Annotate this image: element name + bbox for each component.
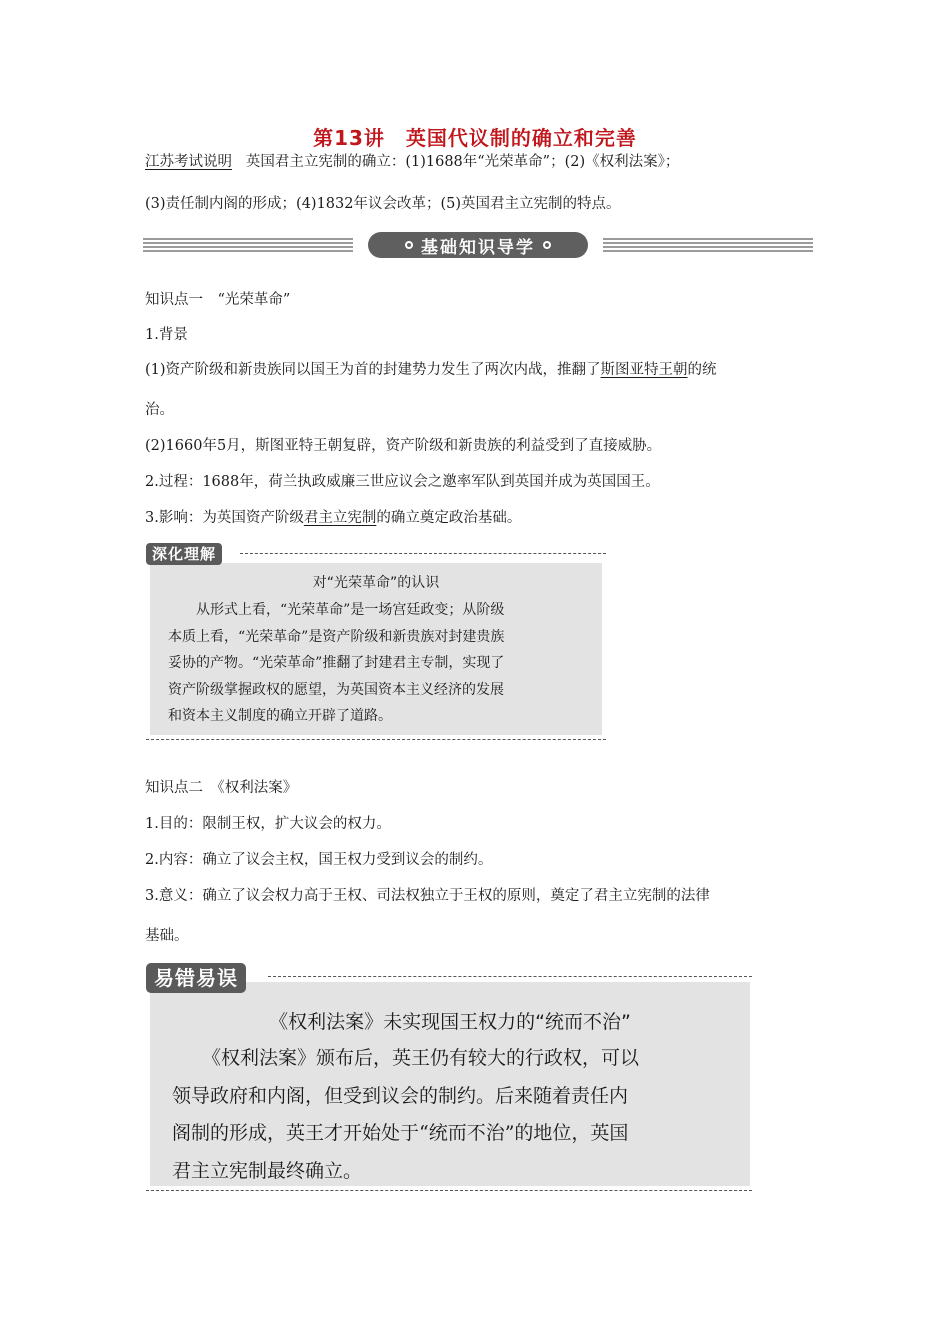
- insight-line: 和资本主义制度的确立开辟了道路。: [168, 708, 392, 724]
- exam-line-2: (3)责任制内阁的形成；(4)1832年议会改革；(5)英国君主立宪制的特点。: [145, 196, 621, 212]
- page-title: 第13讲 英国代议制的确立和完善: [313, 126, 637, 150]
- pitfall-line: 君主立宪制最终确立。: [172, 1159, 363, 1182]
- pitfall-body: [172, 1040, 747, 1190]
- pitfall-title: 《权利法案》未实现国王权力的“统而不治”: [269, 1011, 631, 1033]
- insight-tag: 深化理解: [146, 543, 222, 565]
- insight-line: 资产阶级掌握政权的愿望，为英国资本主义经济的发展: [168, 681, 504, 698]
- text-span: 3.影响：为英国资产阶级: [145, 510, 304, 526]
- banner-stripes-left: [143, 238, 353, 252]
- pitfall-line: 阁制的形成，英王才开始处于“统而不治”的地位，英国: [172, 1122, 629, 1144]
- banner-pill: [368, 232, 588, 258]
- divider: [146, 1190, 752, 1191]
- insight-line: 妥协的产物。“光荣革命”推翻了封建君主专制，实现了: [168, 655, 505, 671]
- banner-label: 基础知识导学: [421, 237, 535, 258]
- insight-line: 从形式上看，“光荣革命”是一场宫廷政变；从阶级: [196, 602, 505, 618]
- kp2-content: 2.内容：确立了议会主权，国王权力受到议会的制约。: [145, 852, 493, 868]
- divider: [268, 976, 752, 977]
- pitfall-line: 领导政府和内阁，但受到议会的制约。后来随着责任内: [172, 1084, 629, 1107]
- kp1-background-1: [145, 360, 717, 380]
- kp2-purpose: 1.目的：限制王权，扩大议会的权力。: [145, 816, 391, 832]
- kp1-background-1-cont: 治。: [145, 402, 174, 418]
- text-span: 的统: [687, 362, 717, 378]
- pitfall-tag: 易错易误: [146, 963, 246, 993]
- kp2-heading: 知识点二 《权利法案》: [145, 780, 298, 796]
- kp1-impact: [145, 508, 521, 528]
- exam-description: [145, 152, 679, 172]
- exam-line-1: 英国君主立宪制的确立：(1)1688年“光荣革命”；(2)《权利法案》；: [245, 154, 680, 170]
- insight-title: 对“光荣革命”的认识: [312, 575, 440, 591]
- kp1-background-label: 1.背景: [145, 327, 188, 343]
- kp1-background-2: (2)1660年5月，斯图亚特王朝复辟，资产阶级和新贵族的利益受到了直接威胁。: [145, 438, 662, 454]
- insight-line: 本质上看，“光荣革命”是资产阶级和新贵族对封建贵族: [168, 628, 505, 645]
- underlined-term: 君主立宪制: [303, 510, 377, 526]
- banner-stripes-right: [603, 238, 813, 252]
- section-banner: [143, 232, 813, 258]
- insight-body: [168, 597, 598, 730]
- divider: [146, 739, 606, 740]
- circle-icon: [543, 241, 551, 249]
- exam-label: 江苏考试说明: [145, 154, 232, 170]
- kp1-process: 2.过程：1688年，荷兰执政威廉三世应议会之邀率军队到英国并成为英国国王。: [145, 474, 660, 490]
- kp1-heading: 知识点一 “光荣革命”: [145, 292, 291, 308]
- pitfall-line: 《权利法案》颁布后，英王仍有较大的行政权，可以: [202, 1047, 640, 1069]
- kp2-meaning: 3.意义：确立了议会权力高于王权、司法权独立于王权的原则，奠定了君主立宪制的法律: [145, 888, 710, 904]
- kp2-meaning-cont: 基础。: [145, 928, 189, 944]
- text-span: (1)资产阶级和新贵族同以国王为首的封建势力发生了两次内战，推翻了: [145, 362, 601, 378]
- underlined-term: 斯图亚特王朝: [600, 362, 688, 378]
- text-span: 的确立奠定政治基础。: [376, 510, 522, 526]
- divider: [240, 553, 606, 554]
- circle-icon: [405, 241, 413, 249]
